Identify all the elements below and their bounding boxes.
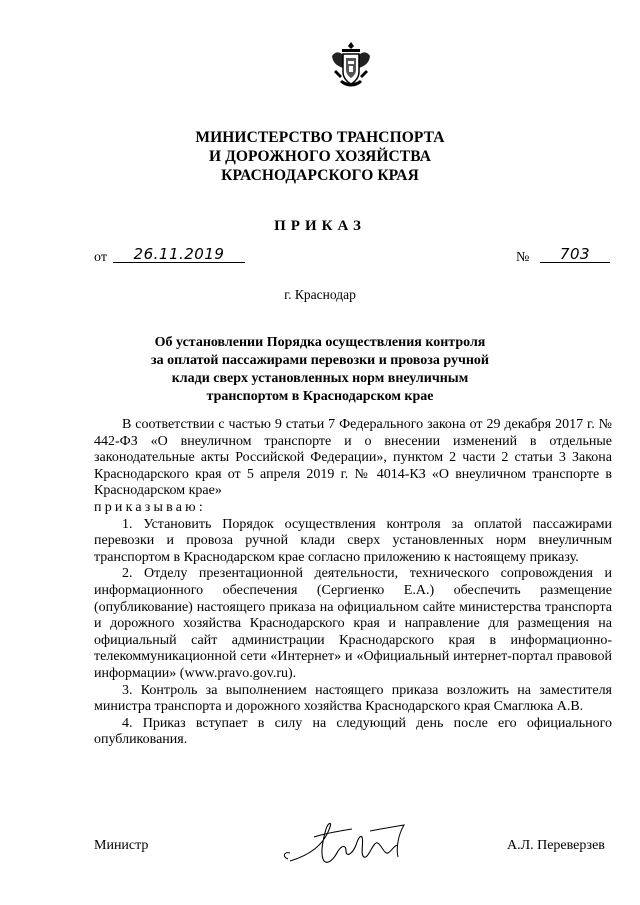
preamble-paragraph: В соответствии с частью 9 статьи 7 Федерального закона от 29 декабря 2017 г. № 442-ФЗ «О внеуличном транспорте и о внесении изменений в отдельные законодательные акты Российской Федерации», пунктом 2 части 2 статьи 3 Закона Краснодарского края от 5 апреля 2019 г. № 4014-КЗ «О внеуличном транспорте в Краснодарском крае»	[94, 417, 612, 499]
ministry-name-line-1: МИНИСТЕРСТВО ТРАНСПОРТА	[195, 129, 445, 146]
subject-line-3: клади сверх установленных норм внеуличным	[171, 371, 469, 386]
handwritten-number: 703	[540, 246, 610, 263]
ministry-name-line-3: КРАСНОДАРСКОГО КРАЯ	[221, 167, 419, 184]
coat-of-arms-icon	[328, 40, 374, 90]
item-4-paragraph: 4. Приказ вступает в силу на следующий день после его официального опубликования.	[94, 715, 612, 748]
date-prefix: от	[94, 250, 107, 265]
city-location: г. Краснодар	[284, 287, 356, 302]
order-body	[94, 417, 612, 749]
number-prefix: №	[516, 250, 530, 265]
handwritten-date: 26.11.2019	[113, 246, 245, 263]
item-2-paragraph: 2. Отделу презентационной деятельности, технического сопровождения и информационного обеспечения (Сергиенко Е.А.) обеспечить размещение (опубликование) настоящего приказа на официальном сайте министерства транспорта и дорожного хозяйства Краснодарского края и направление для размещения на официальный сайт администрации Краснодарского края в информационно-телекоммуникационной сети «Интернет» и «Официальный интернет-портал правовой информации» (www.pravo.gov.ru).	[94, 566, 612, 681]
subject-line-2: за оплатой пассажирами перевозки и провоза ручной	[150, 353, 489, 368]
subject-line-4: транспортом в Краснодарском крае	[206, 389, 434, 404]
order-date	[94, 250, 107, 266]
signatory-name: А.Л. Переверзев	[507, 838, 605, 853]
order-number	[516, 250, 529, 266]
signatory-title: Министр	[94, 838, 149, 853]
item-3-paragraph: 3. Контроль за выполнением настоящего приказа возложить на заместителя министра транспорта и дорожного хозяйства Краснодарского края Смаглюка А.В.	[94, 682, 612, 715]
handwritten-signature	[280, 815, 420, 873]
item-1-paragraph: 1. Установить Порядок осуществления контроля за оплатой пассажирами перевозки и провоза ручной клади сверх установленных норм внеуличным транспортом в Краснодарском крае согласно приложению к настоящему приказу.	[94, 516, 612, 565]
subject-line-1: Об установлении Порядка осуществления контроля	[154, 335, 486, 350]
document-type-title: ПРИКАЗ	[274, 218, 366, 234]
order-word: приказываю:	[94, 499, 206, 515]
ministry-name-line-2: И ДОРОЖНОГО ХОЗЯЙСТВА	[208, 148, 432, 165]
